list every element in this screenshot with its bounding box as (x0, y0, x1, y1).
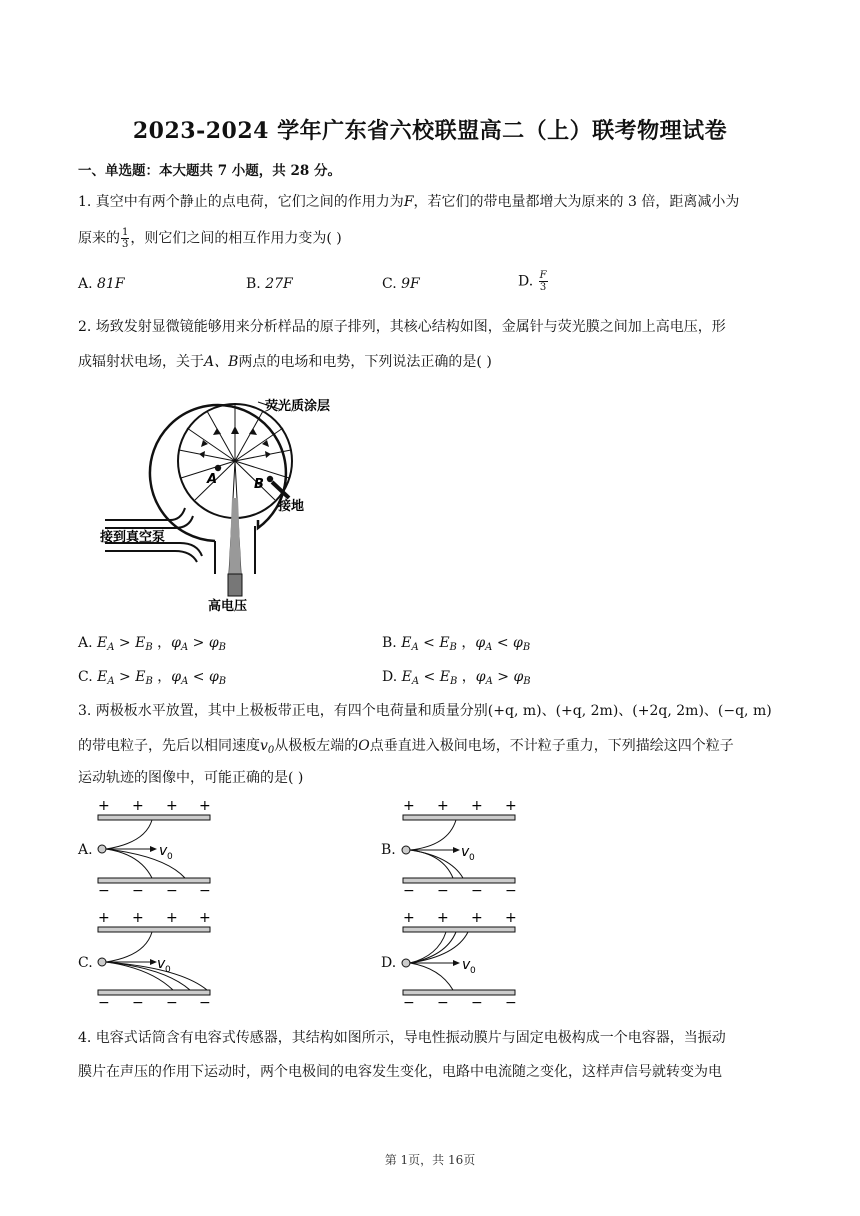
svg-text:−: − (403, 883, 415, 893)
svg-text:0: 0 (165, 965, 171, 975)
svg-text:+: + (403, 910, 415, 926)
q3-diagram-b (398, 798, 523, 893)
q1-fraction (121, 227, 129, 250)
svg-text:+: + (505, 910, 517, 926)
svg-text:+: + (471, 910, 483, 926)
q2-line1: 2. 场致发射显微镜能够用来分析样品的原子排列，其核心结构如图，金属针与荧光膜之间加上高电压，形 (78, 319, 726, 335)
q3-line1: 3. 两极板水平放置，其中上极板带正电，有四个电荷量和质量分别(+q, m)、(+q, 2m)、(+2q, 2m)、(−q, m) (78, 703, 772, 719)
svg-text:+: + (437, 910, 449, 926)
svg-text:+: + (98, 798, 110, 814)
svg-text:0: 0 (469, 853, 475, 863)
svg-text:−: − (98, 995, 110, 1005)
svg-text:−: − (471, 995, 483, 1005)
field-emission-figure (95, 388, 355, 618)
svg-text:+: + (199, 910, 211, 926)
svg-text:v: v (461, 844, 470, 860)
q3-diagram-a (95, 798, 220, 893)
svg-text:0: 0 (470, 966, 476, 976)
svg-text:−: − (437, 995, 449, 1005)
q3-diagram-c (95, 910, 220, 1005)
svg-text:+: + (471, 798, 483, 814)
q3-option-b-label: B. (381, 842, 396, 858)
svg-text:+: + (132, 910, 144, 926)
q1-text-b: ，若它们的带电量都增大为原来的 3 倍，距离减小为 (413, 194, 740, 210)
svg-text:+: + (437, 798, 449, 814)
svg-text:+: + (98, 910, 110, 926)
q2-option-d: D. $E_A < E_B$ ，$\varphi_A > \varphi_B$ (382, 669, 531, 687)
svg-text:−: − (199, 883, 211, 893)
svg-text:v: v (462, 957, 471, 973)
q1-option-a: A. 81F (78, 276, 125, 292)
fig-label-b: B (254, 477, 264, 492)
q2-option-c: C. $E_A > E_B$ ，$\varphi_A < \varphi_B$ (78, 669, 227, 687)
svg-text:+: + (199, 798, 211, 814)
q1-var-f: F (403, 194, 414, 210)
q3-option-a-label: A. (78, 842, 93, 858)
svg-text:v: v (157, 956, 166, 972)
q1-line2 (78, 227, 342, 250)
fig-label-coating: 荧光质涂层 (265, 399, 331, 414)
q4-line2: 膜片在声压的作用下运动时，两个电极间的电容发生变化，电路中电流随之变化，这样声信号就转变为电 (78, 1064, 722, 1080)
q1-option-d: D. $\frac{F}{3}$ (518, 270, 547, 293)
fig-label-pump: 接到真空泵 (100, 530, 166, 545)
q3-diagram-d (398, 910, 523, 1005)
q1-text-a: 1. 真空中有两个静止的点电荷，它们之间的作用力为 (78, 194, 404, 210)
page-title: 2023-2024 学年广东省六校联盟高二（上）联考物理试卷 (132, 118, 728, 144)
svg-text:+: + (403, 798, 415, 814)
q4-line1: 4. 电容式话筒含有电容式传感器，其结构如图所示，导电性振动膜片与固定电极构成一个电容器，当振动 (78, 1030, 726, 1046)
q2-option-a: A. $E_A > E_B$ ，$\varphi_A > \varphi_B$ (78, 635, 227, 653)
q3-line3: 运动轨迹的图像中，可能正确的是( ) (78, 770, 304, 786)
q2-line2: 成辐射状电场，关于A、B两点的电场和电势，下列说法正确的是( ) (78, 354, 492, 370)
svg-text:−: − (437, 883, 449, 893)
svg-text:−: − (199, 995, 211, 1005)
svg-text:−: − (132, 995, 144, 1005)
svg-text:−: − (471, 883, 483, 893)
svg-text:+: + (166, 910, 178, 926)
fig-label-ground: 接地 (278, 499, 305, 514)
svg-text:v: v (159, 843, 168, 859)
svg-text:−: − (505, 883, 517, 893)
q3-line2: 的带电粒子，先后以相同速度$v_0$从极板左端的O点垂直进入极间电场，不计粒子重力，下列描绘这四个粒子 (78, 738, 734, 756)
svg-text:+: + (505, 798, 517, 814)
svg-text:+: + (166, 798, 178, 814)
svg-text:−: − (166, 995, 178, 1005)
q1-frac-num: 1 (122, 227, 129, 238)
fig-label-a: A (207, 472, 218, 487)
page-footer: 第 1页，共 16页 (384, 1153, 476, 1167)
section-heading: 一、单选题：本大题共 7 小题，共 28 分。 (78, 163, 341, 179)
q3-option-c-label: C. (78, 955, 93, 971)
svg-text:+: + (132, 798, 144, 814)
q1-text-c: 原来的 (78, 230, 120, 247)
svg-text:−: − (403, 995, 415, 1005)
q3-option-d-label: D. (381, 955, 397, 971)
fig-label-hv: 高电压 (208, 599, 248, 614)
q2-option-b: B. $E_A < E_B$ ，$\varphi_A < \varphi_B$ (382, 635, 531, 653)
svg-text:−: − (505, 995, 517, 1005)
q1-frac-den: 3 (122, 239, 129, 250)
q1-option-c: C. 9F (382, 276, 420, 292)
q1-text-d: ，则它们之间的相互作用力变为( ) (130, 230, 342, 247)
q1-line1 (78, 191, 739, 211)
svg-text:−: − (132, 883, 144, 893)
svg-text:−: − (98, 883, 110, 893)
q1-option-b: B. 27F (246, 276, 293, 292)
svg-text:−: − (166, 883, 178, 893)
svg-text:0: 0 (167, 852, 173, 862)
